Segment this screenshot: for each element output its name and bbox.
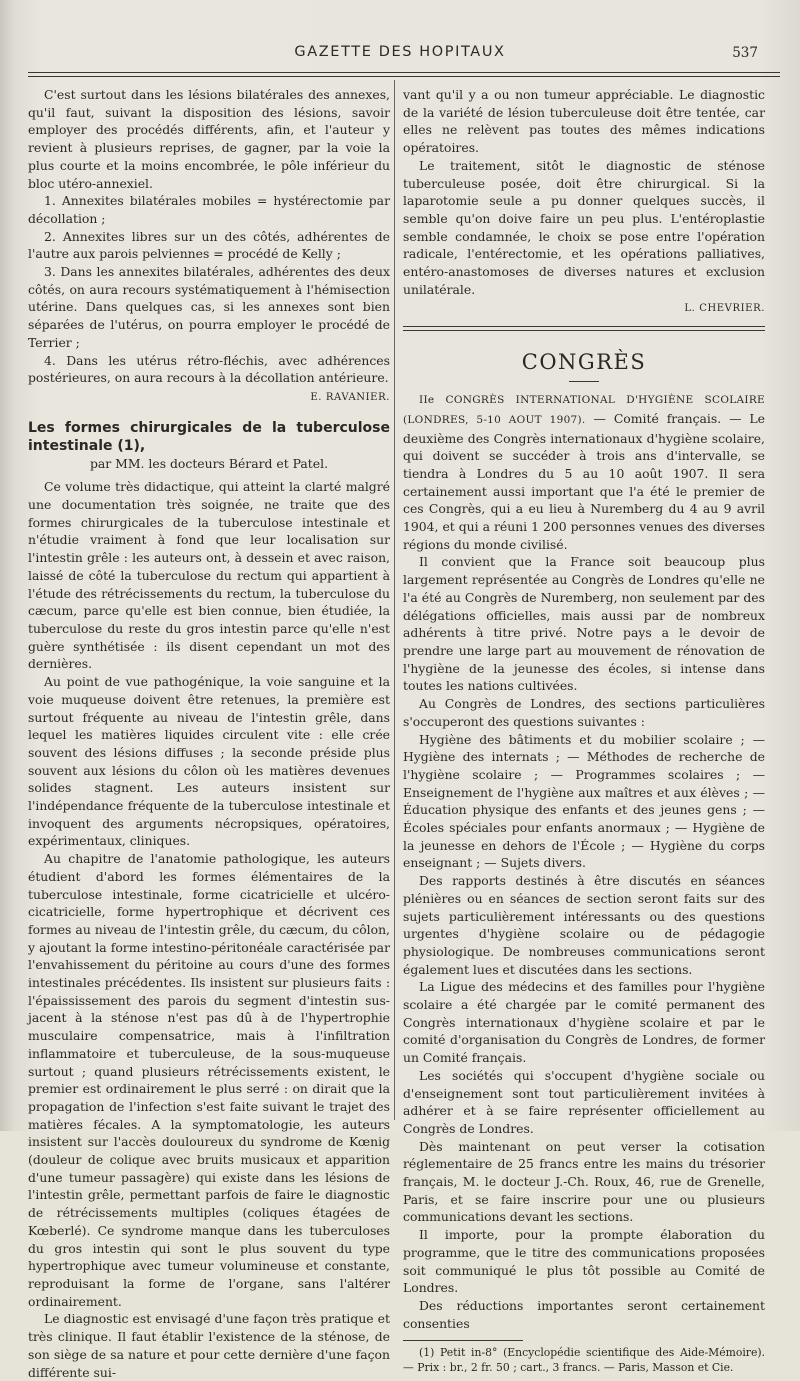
list-item: 3. Dans les annexites bilatérales, adhérentes des deux côtés, on aura recours systématiquement à l'hémisection utérine. Dans quelques cas, si les annexes sont bien séparées de l'utérus, on pourra employer le procédé de Terrier ; bbox=[28, 264, 390, 350]
congress-paragraph bbox=[403, 390, 765, 553]
article-authors: par MM. les docteurs Bérard et Patel. bbox=[89, 455, 329, 471]
paragraph: Des réductions importantes seront certainement consenties bbox=[403, 1298, 765, 1331]
paragraph: Ce volume très didactique, qui atteint la clarté malgré une documentation très soignée, ne traite que des formes chirurgicales de la tuberculose intestinale et n'étudie vraiment à fond que leur localisation sur l'intestin grêle : les auteurs ont, à dessein et avec raison, laissé de côté la tuberculose du rectum qui appartient à l'étude des rétrécissements du rectum, la tuberculose du cæcum, parce qu'elle est bien connue, bien étudiée, la tuberculose du reste du gros intestin parce qu'elle n'est guère synthétisée : ils disent cependant un mot des dernières. bbox=[28, 479, 390, 672]
list-item: 1. Annexites bilatérales mobiles = hystérectomie par décollation ; bbox=[28, 193, 390, 226]
paragraph: C'est surtout dans les lésions bilatérales des annexes, qu'il faut, suivant la disposition des lésions, savoir employer des procédés différents, afin, et l'auteur y revient à plusieurs reprises, de gagner, par la voie la plus courte et la moins encombrée, le pôle inférieur du bloc utéro-annexiel. bbox=[28, 87, 390, 191]
section-heading: CONGRÈS bbox=[521, 350, 647, 375]
journal-title: GAZETTE DES HOPITAUX bbox=[294, 44, 506, 60]
congress-intro: — Comité français. — Le deuxième des Congrès internationaux d'hygiène scolaire, qui doivent se succéder à trois ans d'intervalle, se tiendra à Londres du 5 au 10 août 1907. Il sera certainement aussi important que l'a été le premier de ces Congrès, qui a eu lieu à Nuremberg du 4 au 9 avril 1904, et qui a réuni 1 200 personnes venues des diverses régions du monde civilisé. bbox=[403, 410, 765, 552]
left-column bbox=[28, 86, 390, 1381]
paragraph: Il importe, pour la prompte élaboration du programme, que le titre des communications proposées soit communiqué le plus tôt possible au Comité de Londres. bbox=[403, 1227, 765, 1296]
paragraph: Au chapitre de l'anatomie pathologique, les auteurs étudient d'abord les formes élémentaires de la tuberculose intestinale, forme cicatricielle et ulcéro-cicatricielle, forme hypertrophique et décrivent ces formes au niveau de l'intestin grêle, du cæcum, du côlon, y ajoutant la forme intestino-péritonéale caractérisée par l'envahissement du péritoine au cours d'une des formes intestinales précédentes. Ils insistent sur plusieurs faits : l'épaississement des parois du segment d'intestin sus-jacent à la sténose n'est pas dû à de l'hypertrophie musculaire compensatrice, mais à l'infiltration inflammatoire et tuberculeuse, de la sous-muqueuse surtout ; quand plusieurs rétrécissements existent, le premier est ordinairement le plus serré : on dirait que la propagation de l'infection s'est faite suivant le trajet des matières fécales. A la symptomatologie, les auteurs insistent sur l'accès douloureux du syndrome de Kœnig (douleur de colique avec bruits musicaux et apparition d'une tumeur passagère) qui existe dans les lésions de l'intestin grêle, permettant parfois de faire le diagnostic de rétrécissements multiples (coliques étagées de Kœberlé). Ce syndrome manque dans les tuberculoses du gros intestin qui sont le plus souvent du type hypertrophique avec tumeur volumineuse et constante, reproduisant la forme de l'organe, sans l'altérer ordinairement. bbox=[28, 851, 390, 1309]
paragraph: La Ligue des médecins et des familles pour l'hygiène scolaire a été chargée par le comité permanent des Congrès internationaux d'hygiène scolaire et par le comité d'organisation du Congrès de Londres, de former un Comité français. bbox=[403, 979, 765, 1066]
list-item: 4. Dans les utérus rétro-fléchis, avec adhérences postérieures, on aura recours à la décollation antérieure. bbox=[28, 352, 390, 386]
signature: L. CHEVRIER. bbox=[684, 303, 765, 315]
footnote-rule bbox=[403, 1340, 523, 1341]
paragraph: Les sociétés qui s'occupent d'hygiène sociale ou d'enseignement sont tout particulièrement invitées à adhérer et à se faire représenter officiellement au Congrès de Londres. bbox=[403, 1067, 765, 1136]
paragraph: Au point de vue pathogénique, la voie sanguine et la voie muqueuse doivent être retenues, la première est surtout fréquente au niveau de l'intestin grêle, dans lequel les matières liquides circulent vite : elle crée souvent des lésions diffuses ; la seconde préside plus souvent aux lésions du côlon où les matières devenues solides stagnent. Les auteurs insistent sur l'indépendance fréquente de la tuberculose intestinale et invoquent des arguments nécropsiques, opératoires, expérimentaux, cliniques. bbox=[28, 674, 390, 849]
signature: E. RAVANIER. bbox=[310, 391, 390, 403]
section-underline bbox=[569, 381, 599, 382]
right-column bbox=[403, 86, 765, 1375]
paragraph: Il convient que la France soit beaucoup plus largement représentée au Congrès de Londres qu'elle ne l'a été au Congrès de Nuremberg, non seulement par des délégations officielles, mais aussi par de nombreux adhérents à titre privé. Notre pays a le devoir de prendre une large part au mouvement de rénovation de l'hygiène de la jeunesse des écoles, si intense dans toutes les nations cultivées. bbox=[403, 554, 765, 694]
paragraph: Des rapports destinés à être discutés en séances plénières ou en séances de section seront faits sur des sujets particulièrement intéressants ou des questions urgentes d'hygiène scolaire ou de pédagogie physiologique. De nombreuses communications seront également lues et discutées dans les sections. bbox=[403, 873, 765, 977]
list-item: 2. Annexites libres sur un des côtés, adhérentes de l'autre aux parois pelviennes = procédé de Kelly ; bbox=[28, 228, 390, 262]
footnote: (1) Petit in-8° (Encyclopédie scientifique des Aide-Mémoire). — Prix : br., 2 fr. 50 ; cart., 3 francs. — Paris, Masson et Cie. bbox=[403, 1346, 765, 1375]
paragraph: Hygiène des bâtiments et du mobilier scolaire ; — Hygiène des internats ; — Méthodes de recherche de l'hygiène scolaire ; — Programmes scolaires ; — Enseignement de l'hygiène aux maîtres et aux élèves ; — Éducation physique des enfants et des jeunes gens ; — Écoles spéciales pour enfants anormaux ; — Hygiène de la jeunesse en dehors de l'École ; — Hygiène du corps enseignant ; — Sujets divers. bbox=[403, 731, 765, 871]
paragraph: vant qu'il y a ou non tumeur appréciable. Le diagnostic de la variété de lésion tuberculeuse doit être tentée, car elles ne relèvent pas toutes des mêmes indications opératoires. bbox=[403, 87, 765, 156]
congress-title: IIe CONGRÈS INTERNATIONAL D'HYGIÈNE SCOLAIRE (LONDRES, 5-10 AOUT 1907). bbox=[403, 394, 765, 426]
page-number: 537 bbox=[732, 45, 758, 61]
paragraph: Au Congrès de Londres, des sections particulières s'occuperont des questions suivantes : bbox=[403, 696, 765, 729]
article-title: Les formes chirurgicales de la tuberculose intestinale (1), bbox=[28, 419, 390, 454]
page-header bbox=[0, 44, 800, 68]
column-divider bbox=[394, 80, 395, 1120]
header-rule bbox=[28, 72, 780, 77]
paragraph: Dès maintenant on peut verser la cotisation réglementaire de 25 francs entre les mains du trésorier français, M. le docteur J.-Ch. Roux, 46, rue de Grenelle, Paris, et se faire inscrire pour une ou plusieurs communications devant les sections. bbox=[403, 1138, 765, 1225]
section-rule bbox=[403, 326, 765, 331]
paragraph: Le diagnostic est envisagé d'une façon très pratique et très clinique. Il faut établir l'existence de la sténose, de son siège de sa nature et pour cette dernière d'une façon différente sui- bbox=[28, 1311, 390, 1380]
paragraph: Le traitement, sitôt le diagnostic de sténose tuberculeuse posée, doit être chirurgical. Si la laparotomie seule a pu donner quelques succès, il semble qu'on doive faire un peu plus. L'entéroplastie semble condamnée, le choix se pose entre l'opération radicale, l'entérectomie, et les opérations palliatives, entéro-anastomoses de diverses natures et exclusion unilatérale. bbox=[403, 157, 765, 297]
